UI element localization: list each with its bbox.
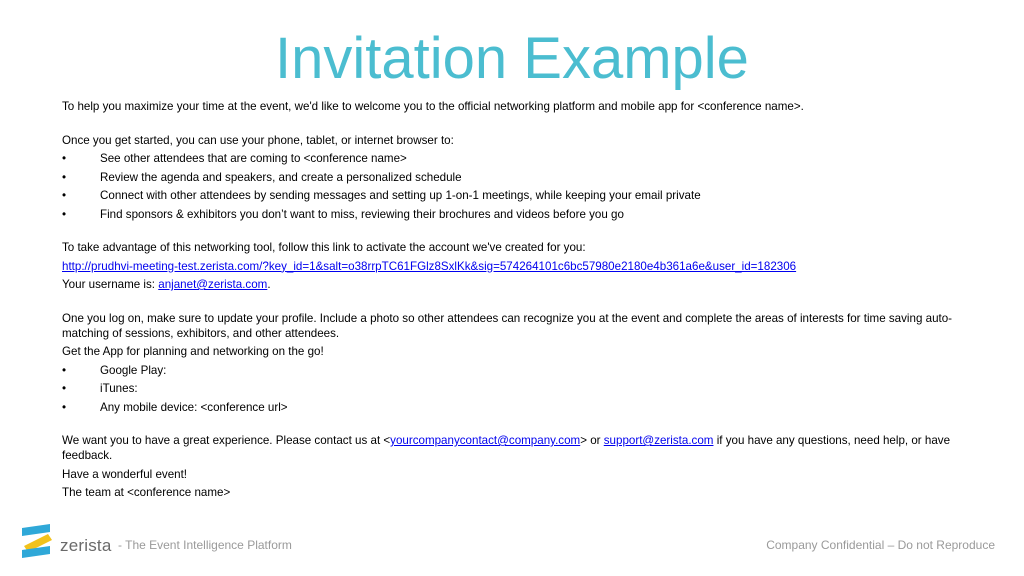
feature-text: Find sponsors & exhibitors you don’t want to miss, reviewing their brochures and videos before you go xyxy=(100,207,624,221)
bullet-icon: • xyxy=(62,400,67,414)
intro-text: To help you maximize your time at the event, we'd like to welcome you to the official networking platform and mobile app for <conference name>. xyxy=(62,100,804,113)
spacer xyxy=(62,296,972,311)
bullet-icon: • xyxy=(62,152,67,165)
activation-link-line xyxy=(62,259,972,274)
feature-text: Review the agenda and speakers, and create a personalized schedule xyxy=(100,170,462,184)
spacer xyxy=(62,418,972,433)
feature-text: See other attendees that are coming to <conference name> xyxy=(100,152,407,165)
app-text: Get the App for planning and networking on the go! xyxy=(62,345,324,358)
closing-text: Have a wonderful event! xyxy=(62,467,188,481)
activation-link[interactable]: http://prudhvi-meeting-test.zerista.com/?key_id=1&salt=o38rrpTC61FGlz8SxlKk&sig=574264101c6bc57980e2180e4b361a6e&user_id=182306 xyxy=(62,259,797,273)
bullet-icon: • xyxy=(62,170,67,184)
contact-suffix: if you have any questions, need help, or have feedback. xyxy=(62,434,951,462)
username-label: Your username is: xyxy=(62,278,159,291)
list-item xyxy=(62,381,972,396)
list-item xyxy=(62,170,972,185)
getting-started-text: Once you get started, you can use your phone, tablet, or internet browser to: xyxy=(62,133,454,147)
signoff-text: The team at <conference name> xyxy=(62,486,231,499)
username-email-link[interactable]: anjanet@zerista.com xyxy=(158,278,268,291)
activation-text: To take advantage of this networking tool, follow this link to activate the account we've created for you: xyxy=(62,241,586,254)
footer-confidential: Company Confidential – Do not Reproduce xyxy=(766,538,995,552)
list-item xyxy=(62,363,972,378)
contact-email-link[interactable]: yourcompanycontact@company.com xyxy=(390,434,581,447)
profile-text: One you log on, make sure to update your profile. Include a photo so other attendees can recognize you at the event and complete the areas of interests for time saving auto-matching of sessions, exhibitors, and other attendees. xyxy=(62,311,953,340)
list-item xyxy=(62,207,972,222)
feature-text: Connect with other attendees by sending messages and setting up 1-on-1 meetings, while keeping your email private xyxy=(100,189,701,202)
bullet-icon: • xyxy=(62,363,67,377)
contact-prefix: We want you to have a great experience. Please contact us at < xyxy=(62,434,391,447)
app-item-text: Any mobile device: <conference url> xyxy=(100,400,288,414)
bullet-icon: • xyxy=(62,382,67,395)
list-item xyxy=(62,400,972,415)
username-line xyxy=(62,277,972,292)
contact-text xyxy=(62,433,972,463)
list-item xyxy=(62,188,972,203)
support-email-link[interactable]: support@zerista.com xyxy=(603,434,714,447)
list-item xyxy=(62,151,972,166)
footer-tagline: - The Event Intelligence Platform xyxy=(118,538,292,552)
spacer xyxy=(62,118,972,133)
slide-title: Invitation Example xyxy=(275,26,749,91)
invitation-body xyxy=(62,99,972,504)
bullet-icon: • xyxy=(62,189,67,202)
app-item-text: Google Play: xyxy=(100,363,167,377)
zerista-logo-icon xyxy=(20,522,54,560)
spacer xyxy=(62,225,972,240)
contact-middle: > or xyxy=(580,434,604,447)
app-item-text: iTunes: xyxy=(100,382,138,395)
bullet-icon: • xyxy=(62,207,67,221)
footer-brand: zerista xyxy=(60,536,112,555)
username-suffix: . xyxy=(267,278,271,291)
